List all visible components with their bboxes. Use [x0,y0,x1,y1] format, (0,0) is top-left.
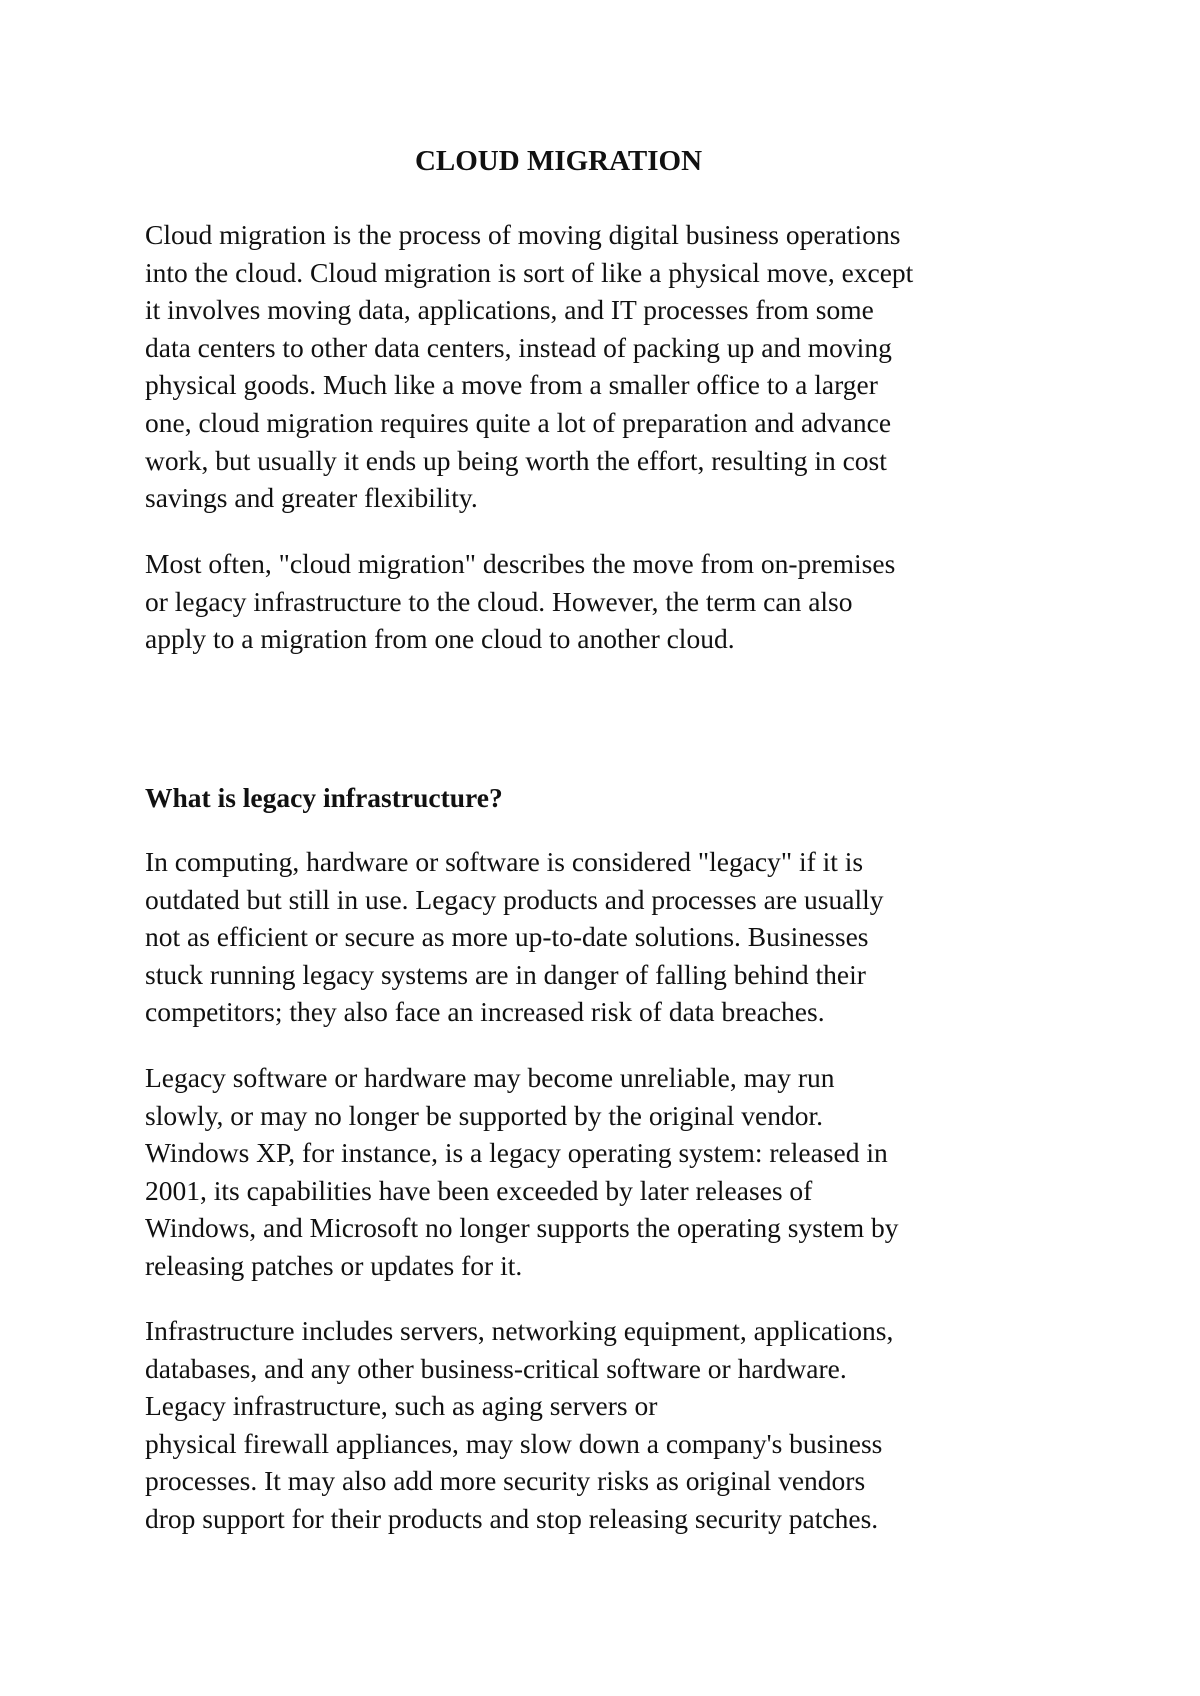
text-line: Infrastructure includes servers, networking equipment, applications, [145,1315,894,1346]
text-line: competitors; they also face an increased risk of data breaches. [145,996,825,1028]
text-line: drop support for their products and stop releasing security patches. [145,1502,879,1534]
text-line: data centers to other data centers, instead of packing up and moving [145,331,892,363]
text-line: Cloud migration is the process of moving digital business operations [145,219,901,250]
text-line: one, cloud migration requires quite a lot of preparation and advance [145,406,892,438]
paragraph-infrastructure-risks [145,1312,1065,1538]
text-line: 2001, its capabilities have been exceeded by later releases of [145,1174,813,1206]
text-line: work, but usually it ends up being worth the effort, resulting in cost [145,444,887,476]
text-line: into the cloud. Cloud migration is sort of like a physical move, except [145,256,914,288]
paragraph-legacy-definition [145,843,1065,1031]
text-line: Windows, and Microsoft no longer supports the operating system by [145,1212,899,1244]
text-line: outdated but still in use. Legacy products and processes are usually [145,883,884,915]
text-line: Windows XP, for instance, is a legacy operating system: released in [145,1137,888,1169]
text-line: apply to a migration from one cloud to another cloud. [145,623,735,655]
text-line: stuck running legacy systems are in danger of falling behind their [145,958,866,990]
section-heading-legacy-infrastructure: What is legacy infrastructure? [145,782,503,813]
text-line: not as efficient or secure as more up-to-date solutions. Businesses [145,921,869,953]
text-line: savings and greater flexibility. [145,482,478,514]
paragraph-cloud-migration-intro [145,216,1065,517]
text-line: physical firewall appliances, may slow down a company's business [145,1427,883,1459]
text-line: or legacy infrastructure to the cloud. However, the term can also [145,585,853,617]
text-line: slowly, or may no longer be supported by the original vendor. [145,1099,823,1131]
text-line: Most often, "cloud migration" describes the move from on-premises [145,548,896,579]
text-line: physical goods. Much like a move from a smaller office to a larger [145,369,878,401]
text-line: In computing, hardware or software is considered "legacy" if it is [145,846,864,877]
text-line: databases, and any other business-critical software or hardware. [145,1352,847,1384]
text-line: processes. It may also add more security risks as original vendors [145,1465,866,1497]
text-line: Legacy infrastructure, such as aging servers or [145,1390,658,1422]
text-line: Legacy software or hardware may become unreliable, may run [145,1062,835,1093]
text-line: it involves moving data, applications, and IT processes from some [145,294,874,326]
paragraph-legacy-examples [145,1059,1065,1285]
paragraph-migration-definition [145,545,1065,658]
document-title: CLOUD MIGRATION [414,145,703,177]
text-line: releasing patches or updates for it. [145,1249,523,1281]
